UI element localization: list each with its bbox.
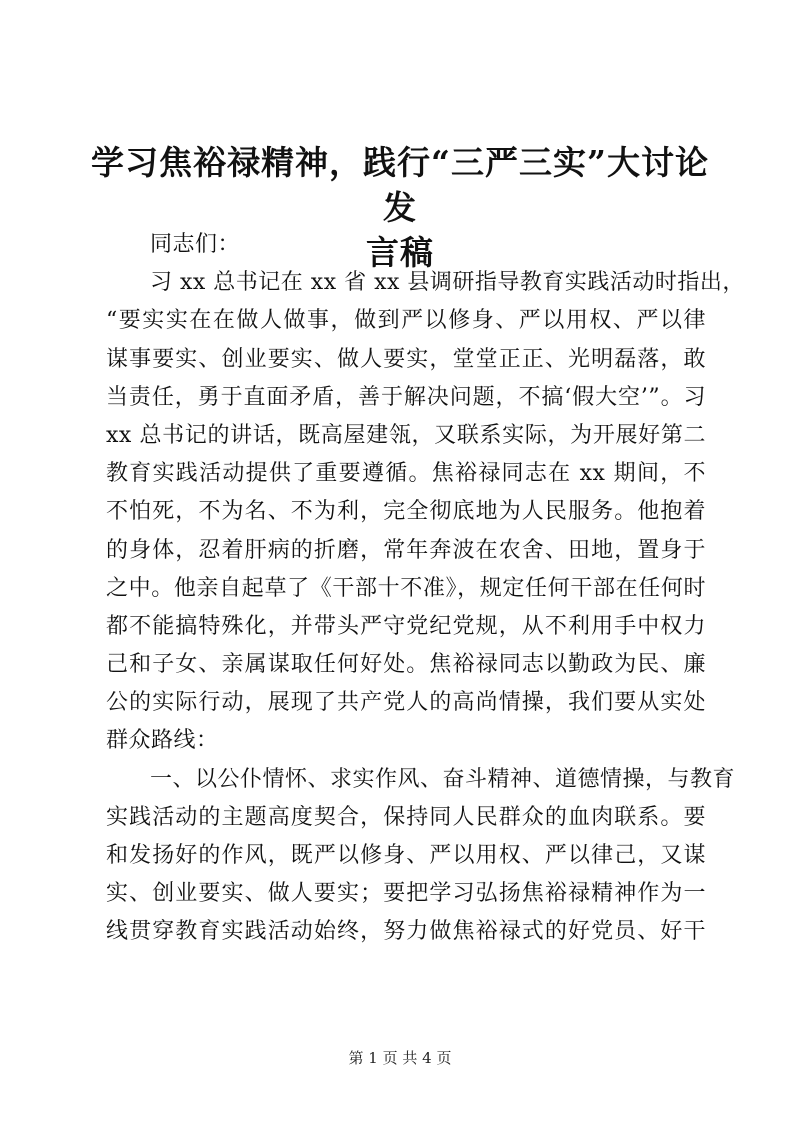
paragraph-line: 教育实践活动提供了重要遵循。焦裕禄同志在 xx 期间，不 (106, 461, 706, 487)
paragraph-line: 不怕死，不为名、不为利，完全彻底地为人民服务。他抱着 (106, 499, 706, 525)
paragraph-line: 习 xx 总书记在 xx 省 xx 县调研指导教育实践活动时指出， (150, 270, 745, 296)
document-body (106, 226, 745, 952)
paragraph-line: 谋事要实、创业要实、做人要实，堂堂正正、光明磊落，敢 (106, 346, 706, 372)
paragraph-line: 实践活动的主题高度契合，保持同人民群众的血肉联系。要 (106, 804, 706, 830)
paragraph-line: 己和子女、亲属谋取任何好处。焦裕禄同志以勤政为民、廉 (106, 652, 706, 678)
paragraph-line: 线贯穿教育实践活动始终，努力做焦裕禄式的好党员、好干 (106, 919, 706, 945)
paragraph-line: 公的实际行动，展现了共产党人的高尚情操，我们要从实处 (106, 690, 706, 716)
paragraph-line: 群众路线： (106, 728, 219, 754)
paragraph-line: 当责任，勇于直面矛盾，善于解决问题，不搞‘假大空’”。习 (106, 384, 706, 410)
paragraph-line: 都不能搞特殊化，并带头严守党纪党规，从不利用手中权力 (106, 613, 706, 639)
paragraph-line: 实、创业要实、做人要实；要把学习弘扬焦裕禄精神作为一 (106, 881, 706, 907)
paragraph-intro (106, 264, 745, 760)
paragraph-line: 一、以公仆情怀、求实作风、奋斗精神、道德情操，与教育 (150, 766, 736, 792)
paragraph-line: 的身体，忍着肝病的折磨，常年奔波在农舍、田地，置身于 (106, 537, 706, 563)
salutation: 同志们： (150, 232, 241, 257)
paragraph-point-one (106, 761, 736, 952)
page-number-footer: 第 1 页 共 4 页 (348, 1049, 452, 1067)
title-line-1: 学习焦裕禄精神，践行“三严三实”大讨论发 (91, 143, 709, 227)
paragraph-line: xx 总书记的讲话，既高屋建瓴，又联系实际，为开展好第二 (106, 422, 706, 448)
paragraph-line: “要实实在在做人做事，做到严以修身、严以用权、严以律 (106, 308, 706, 334)
paragraph-line: 和发扬好的作风，既严以修身、严以用权、严以律己，又谋 (106, 843, 706, 868)
paragraph-line: 之中。他亲自起草了《干部十不准》，规定任何干部在任何时 (106, 575, 706, 601)
title-line-2: 言稿 (366, 233, 434, 272)
